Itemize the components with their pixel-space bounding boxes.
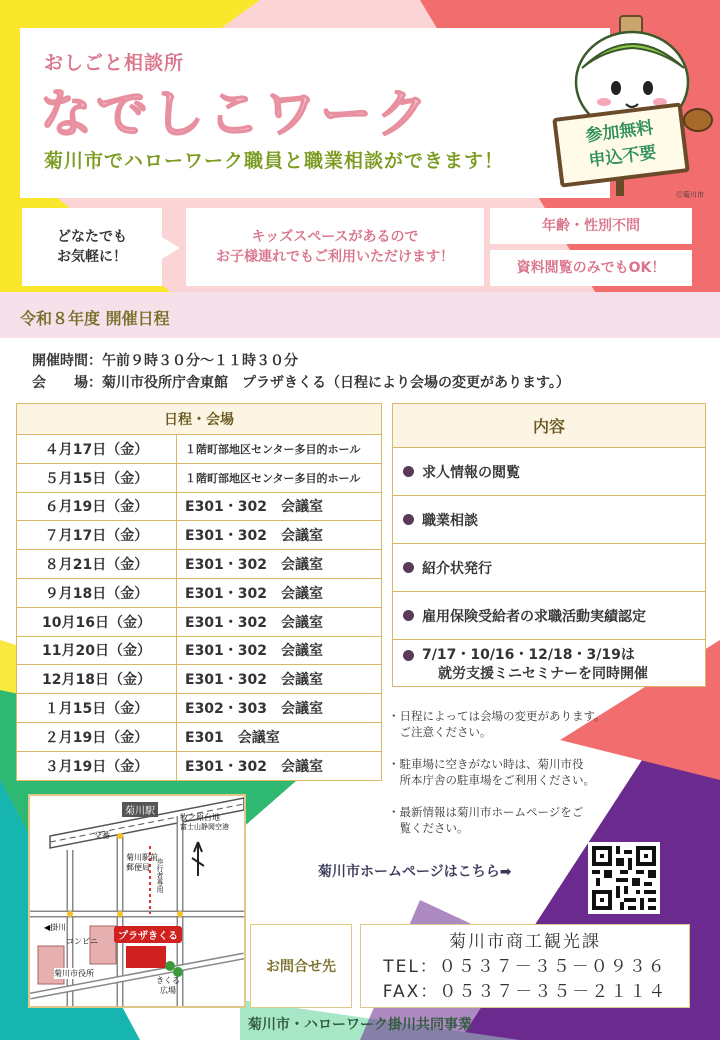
schedule-venue: １階町部地区センター多目的ホール — [177, 463, 382, 492]
schedule-row — [17, 607, 382, 636]
note-venue-change — [388, 708, 606, 740]
schedule-row — [17, 435, 382, 464]
schedule-date: ６月19日（金） — [17, 492, 177, 521]
opening-hours: 開催時間：午前９時３０分～１１時３０分 — [32, 353, 298, 369]
schedule-row — [17, 578, 382, 607]
schedule-venue: E301・302 会議室 — [177, 578, 382, 607]
age-gender-box: 年齢・性別不問 — [490, 208, 692, 244]
schedule-row — [17, 521, 382, 550]
map-city-hall-label: 菊川市役所 — [54, 969, 94, 978]
schedule-row — [17, 751, 382, 780]
schedule-venue: E301・302 会議室 — [177, 751, 382, 780]
note-website — [388, 804, 583, 836]
map-kikuru-line: 広場 — [160, 986, 176, 995]
schedule-row — [17, 722, 382, 751]
content-header: 内容 — [393, 404, 705, 448]
content-item-label: 職業相談 — [422, 512, 478, 529]
map-station-label: 菊川駅 — [122, 802, 158, 817]
schedule-date: 10月16日（金） — [17, 607, 177, 636]
note-line: 覧ください。 — [388, 821, 469, 835]
contact-label: お問合せ先 — [250, 924, 352, 1008]
map-pedestrian-label: 歩行者専用 — [156, 858, 164, 893]
content-item — [393, 448, 705, 496]
casual-visit-box — [22, 208, 162, 286]
schedule-venue: E301・302 会議室 — [177, 607, 382, 636]
kids-line1: キッズスペースがあるので — [251, 229, 419, 245]
homepage-link[interactable]: 菊川市ホームページはこちら➡ — [318, 864, 512, 880]
content-item-seminar — [393, 640, 705, 686]
schedule-venue: １階町部地区センター多目的ホール — [177, 435, 382, 464]
page-title: なでしこワーク — [40, 85, 433, 145]
schedule-venue: E301・302 会議室 — [177, 521, 382, 550]
bullet-icon — [403, 650, 414, 661]
bullet-icon — [403, 610, 414, 621]
schedule-row — [17, 636, 382, 665]
sign-free-text: 参加無料 — [584, 118, 655, 147]
schedule-date: ４月17日（金） — [17, 435, 177, 464]
content-item-label: 求人情報の閲覧 — [422, 464, 520, 481]
map-makinohara-label: 牧之原台地 — [180, 813, 220, 822]
schedule-title: 令和８年度 開催日程 — [20, 309, 170, 328]
schedule-body — [17, 435, 382, 781]
browse-only-box: 資料閲覧のみでもOK！ — [490, 250, 692, 286]
schedule-row — [17, 550, 382, 579]
lead-text: 菊川市でハローワーク職員と職業相談ができます！ — [44, 150, 505, 172]
schedule-date: 12月18日（金） — [17, 665, 177, 694]
schedule-date: １月15日（金） — [17, 694, 177, 723]
schedule-row — [17, 463, 382, 492]
schedule-date: ９月18日（金） — [17, 578, 177, 607]
bullet-icon — [403, 562, 414, 573]
contact-dept: 菊川市商工観光課 — [449, 932, 601, 952]
map-kikuru-line: きくる — [156, 976, 180, 985]
bullet-icon — [403, 466, 414, 477]
schedule-date: ３月19日（金） — [17, 751, 177, 780]
map-conveni-label: コンビニ — [66, 937, 98, 946]
map-koban-label: 交番 — [94, 831, 110, 840]
note-line: 所本庁舎の駐車場をご利用ください。 — [388, 773, 595, 787]
map-station-post-label: 菊川駅前 — [126, 853, 158, 862]
service-subtitle: おしごと相談所 — [44, 52, 185, 74]
qr-code-icon — [592, 846, 656, 910]
contact-tel: TEL：０５３７－３５－０９３６ — [383, 957, 667, 977]
schedule-venue: E301・302 会議室 — [177, 550, 382, 579]
kids-space-box — [186, 208, 484, 286]
footer-text: 菊川市・ハローワーク掛川共同事業 — [248, 1017, 472, 1033]
schedule-date: ８月21日（金） — [17, 550, 177, 579]
note-parking — [388, 756, 595, 788]
schedule-date: ２月19日（金） — [17, 722, 177, 751]
sign-no-registration-text: 申込不要 — [587, 142, 658, 171]
map-kikuru-label — [156, 976, 180, 996]
kids-line2: お子様連れでもご利用いただけます！ — [216, 249, 454, 265]
speech-tail — [160, 236, 182, 260]
note-line: ・日程によっては会場の変更があります。 — [388, 709, 606, 723]
schedule-row — [17, 665, 382, 694]
seminar-text — [422, 646, 648, 684]
contact-details — [360, 924, 690, 1008]
schedule-date: 11月20日（金） — [17, 636, 177, 665]
contact-fax: FAX：０５３７－３５－２１１４ — [382, 982, 668, 1002]
venue-text: 会 場：菊川市役所庁舎東館 プラザきくる（日程により会場の変更があります。） — [32, 375, 570, 391]
schedule-venue: E301・302 会議室 — [177, 665, 382, 694]
seminar-line2: 就労支援ミニセミナーを同時開催 — [438, 666, 648, 682]
schedule-row — [17, 694, 382, 723]
map-post-office-label: 郵便局 — [126, 863, 150, 872]
note-line: ・最新情報は菊川市ホームページをご — [388, 805, 584, 819]
schedule-date: ７月17日（金） — [17, 521, 177, 550]
content-item — [393, 496, 705, 544]
schedule-header: 日程・会場 — [17, 404, 382, 435]
note-line: ・駐車場に空きがない時は、菊川市役 — [388, 757, 584, 771]
schedule-date: ５月15日（金） — [17, 463, 177, 492]
map-airport-label: 富士山静岡空港 — [180, 823, 229, 831]
content-item-label: 紹介状発行 — [422, 560, 492, 577]
map-kakegawa-label: ◀掛川 — [44, 923, 67, 932]
casual-line1: どなたでも — [57, 229, 127, 245]
content-panel — [392, 403, 706, 687]
schedule-venue: E301・302 会議室 — [177, 492, 382, 521]
qr-code[interactable] — [588, 842, 660, 914]
seminar-line1: 7/17・10/16・12/18・3/19は — [422, 647, 635, 663]
casual-line2: お気軽に！ — [57, 249, 127, 265]
schedule-row — [17, 492, 382, 521]
schedule-venue: E302・303 会議室 — [177, 694, 382, 723]
content-item — [393, 544, 705, 592]
schedule-table — [16, 403, 382, 781]
schedule-venue: E301 会議室 — [177, 722, 382, 751]
content-item — [393, 592, 705, 640]
schedule-header-row — [17, 404, 382, 435]
schedule-venue: E301・302 会議室 — [177, 636, 382, 665]
note-line: ご注意ください。 — [388, 725, 492, 739]
bullet-icon — [403, 514, 414, 525]
access-map — [28, 794, 246, 1008]
content-item-label: 雇用保険受給者の求職活動実績認定 — [422, 608, 646, 625]
map-plaza-label: プラザきくる — [114, 926, 182, 943]
copyright-text: Ⓒ菊川市 — [676, 191, 704, 199]
